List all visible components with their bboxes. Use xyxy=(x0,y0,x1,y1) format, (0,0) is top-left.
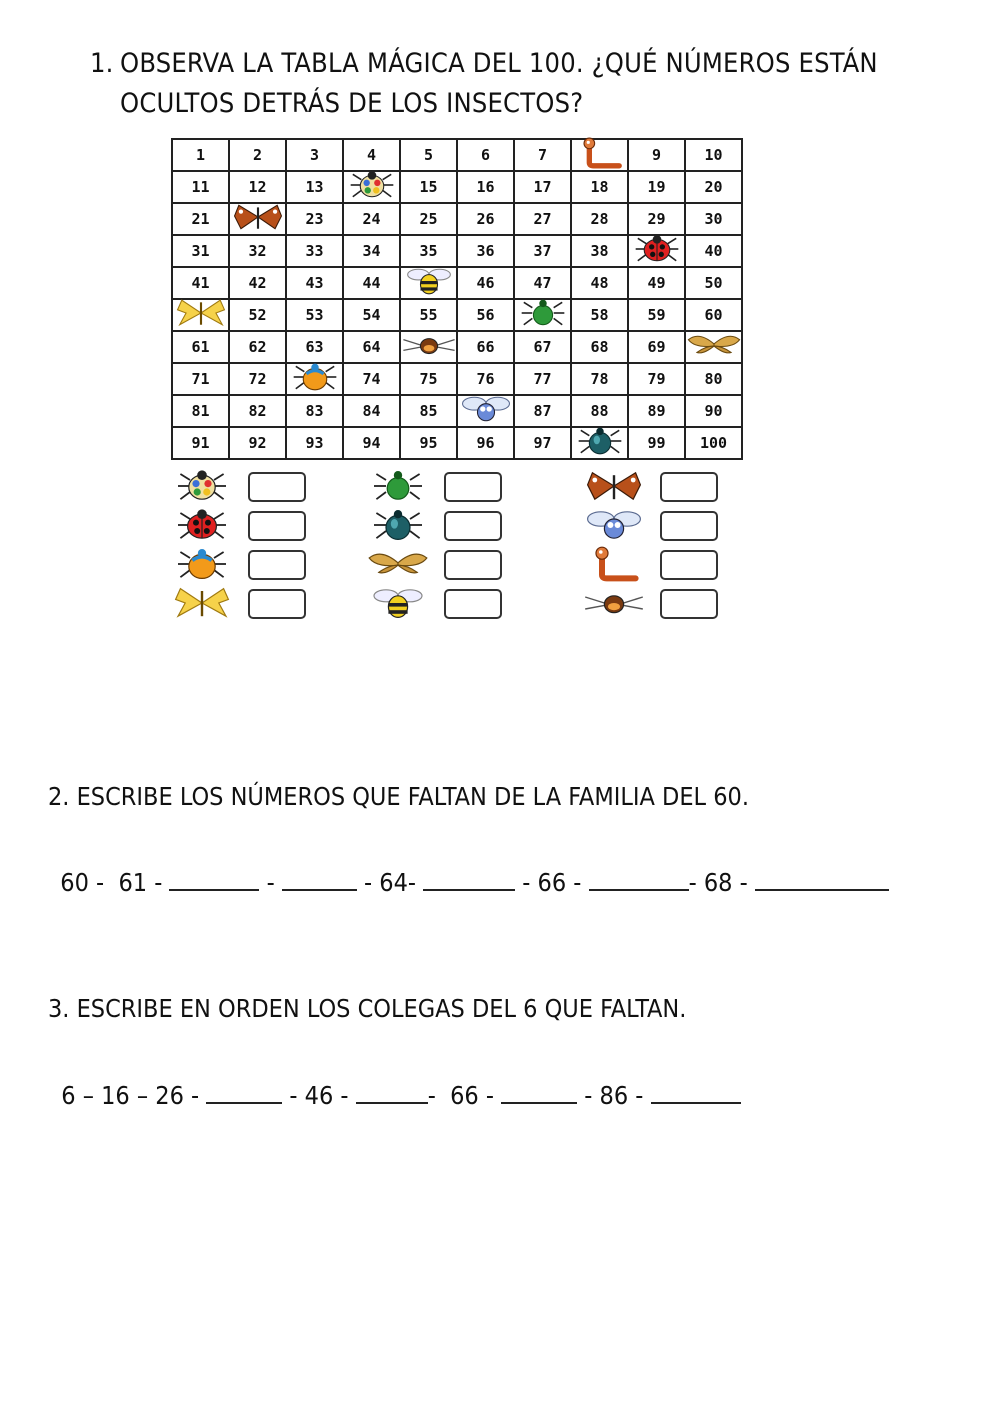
grid-cell: 30 xyxy=(685,203,742,235)
question-1-line-1: OBSERVA LA TABLA MÁGICA DEL 100. ¿QUÉ NÚMEROS ESTÁN xyxy=(120,48,878,79)
grid-cell: 50 xyxy=(685,267,742,299)
moth-icon xyxy=(684,329,744,365)
q3-part: - 46 - xyxy=(282,1081,356,1110)
grid-cell: 16 xyxy=(457,171,514,203)
worm-icon xyxy=(578,546,650,582)
question-2-sequence xyxy=(46,832,889,900)
fly-icon xyxy=(456,393,516,429)
butterfly-yellow-icon xyxy=(166,585,238,621)
answer-box[interactable] xyxy=(660,511,718,541)
grid-cell: 88 xyxy=(571,395,628,427)
bee-icon xyxy=(362,585,434,621)
grid-cell: 35 xyxy=(400,235,457,267)
grid-cell: 63 xyxy=(286,331,343,363)
answer-blank[interactable] xyxy=(282,867,357,891)
answer-blank[interactable] xyxy=(755,867,889,891)
grid-cell: 60 xyxy=(685,299,742,331)
hidden-number-cell xyxy=(229,203,286,235)
answer-box[interactable] xyxy=(660,589,718,619)
grid-cell: 47 xyxy=(514,267,571,299)
moth-icon xyxy=(362,546,434,582)
grid-row xyxy=(172,299,742,331)
grid-cell: 66 xyxy=(457,331,514,363)
hidden-number-cell xyxy=(286,363,343,395)
bee-icon xyxy=(399,265,459,301)
key-row xyxy=(166,585,746,621)
grid-row xyxy=(172,235,742,267)
grid-cell: 1 xyxy=(172,139,229,171)
grid-cell: 84 xyxy=(343,395,400,427)
answer-box[interactable] xyxy=(660,550,718,580)
grid-cell: 44 xyxy=(343,267,400,299)
grid-cell: 94 xyxy=(343,427,400,459)
answer-box[interactable] xyxy=(248,550,306,580)
question-3-title: 3. ESCRIBE EN ORDEN LOS COLEGAS DEL 6 QUE FALTAN. xyxy=(48,994,687,1023)
grid-cell: 33 xyxy=(286,235,343,267)
answer-blank[interactable] xyxy=(169,867,259,891)
grid-cell: 78 xyxy=(571,363,628,395)
answer-box[interactable] xyxy=(248,472,306,502)
hidden-number-cell xyxy=(457,395,514,427)
grid-cell: 31 xyxy=(172,235,229,267)
answer-box[interactable] xyxy=(444,472,502,502)
grid-row xyxy=(172,331,742,363)
grid-cell: 26 xyxy=(457,203,514,235)
grid-cell: 49 xyxy=(628,267,685,299)
grid-cell: 59 xyxy=(628,299,685,331)
grid-cell: 83 xyxy=(286,395,343,427)
answer-blank[interactable] xyxy=(651,1080,741,1104)
grid-cell: 85 xyxy=(400,395,457,427)
orange-beetle-icon xyxy=(285,361,345,397)
worm-icon xyxy=(570,137,630,173)
grid-cell: 91 xyxy=(172,427,229,459)
answer-box[interactable] xyxy=(248,589,306,619)
ladybug-red-icon xyxy=(166,507,238,543)
key-row xyxy=(166,507,746,543)
grid-cell: 4 xyxy=(343,139,400,171)
grid-cell: 100 xyxy=(685,427,742,459)
grid-cell: 96 xyxy=(457,427,514,459)
q2-part: - xyxy=(259,868,282,897)
grid-cell: 6 xyxy=(457,139,514,171)
green-beetle-icon xyxy=(513,297,573,333)
answer-box[interactable] xyxy=(444,550,502,580)
grid-cell: 90 xyxy=(685,395,742,427)
grid-row xyxy=(172,427,742,459)
grid-cell: 29 xyxy=(628,203,685,235)
teal-beetle-icon xyxy=(570,425,630,461)
q2-part: - 66 - xyxy=(515,868,589,897)
grid-row xyxy=(172,139,742,171)
grid-cell: 99 xyxy=(628,427,685,459)
grid-row xyxy=(172,363,742,395)
grid-cell: 80 xyxy=(685,363,742,395)
grid-cell: 75 xyxy=(400,363,457,395)
grid-cell: 64 xyxy=(343,331,400,363)
grid-cell: 18 xyxy=(571,171,628,203)
q3-part: - 66 - xyxy=(427,1081,502,1110)
grid-cell: 36 xyxy=(457,235,514,267)
grid-cell: 3 xyxy=(286,139,343,171)
grid-cell: 28 xyxy=(571,203,628,235)
answer-box[interactable] xyxy=(248,511,306,541)
grid-cell: 20 xyxy=(685,171,742,203)
grid-cell: 52 xyxy=(229,299,286,331)
butterfly-yellow-icon xyxy=(171,297,231,333)
answer-blank[interactable] xyxy=(356,1080,428,1104)
question-1-number: 1. xyxy=(90,48,114,79)
grid-cell: 68 xyxy=(571,331,628,363)
grid-cell: 41 xyxy=(172,267,229,299)
grid-cell: 37 xyxy=(514,235,571,267)
hidden-number-cell xyxy=(400,267,457,299)
grid-cell: 67 xyxy=(514,331,571,363)
grid-cell: 55 xyxy=(400,299,457,331)
hundred-table xyxy=(171,138,743,460)
answer-blank[interactable] xyxy=(206,1080,282,1104)
q2-part: 60 - 61 - xyxy=(60,868,170,897)
hidden-number-cell xyxy=(400,331,457,363)
q3-part: - 86 - xyxy=(577,1081,651,1110)
grid-row xyxy=(172,267,742,299)
grid-row xyxy=(172,171,742,203)
key-row xyxy=(166,468,746,504)
q2-part: - 68 - xyxy=(688,868,755,897)
hidden-number-cell xyxy=(514,299,571,331)
teal-beetle-icon xyxy=(362,507,434,543)
answer-blank[interactable] xyxy=(589,867,689,891)
grid-cell: 93 xyxy=(286,427,343,459)
grid-cell: 53 xyxy=(286,299,343,331)
grid-cell: 95 xyxy=(400,427,457,459)
grid-cell: 62 xyxy=(229,331,286,363)
ladybug-blue-icon xyxy=(166,468,238,504)
grid-cell: 54 xyxy=(343,299,400,331)
grid-cell: 24 xyxy=(343,203,400,235)
ladybug-blue-icon xyxy=(342,169,402,205)
grid-row xyxy=(172,203,742,235)
grid-cell: 27 xyxy=(514,203,571,235)
butterfly-brown-icon xyxy=(228,201,288,237)
grid-cell: 58 xyxy=(571,299,628,331)
grid-cell: 15 xyxy=(400,171,457,203)
hidden-number-cell xyxy=(571,427,628,459)
question-1 xyxy=(90,44,920,124)
grid-cell: 46 xyxy=(457,267,514,299)
grid-cell: 32 xyxy=(229,235,286,267)
grid-cell: 76 xyxy=(457,363,514,395)
hidden-number-cell xyxy=(343,171,400,203)
spider-icon xyxy=(399,329,459,365)
grid-cell: 69 xyxy=(628,331,685,363)
grid-cell: 71 xyxy=(172,363,229,395)
grid-cell: 13 xyxy=(286,171,343,203)
hidden-number-cell xyxy=(172,299,229,331)
grid-cell: 38 xyxy=(571,235,628,267)
fly-icon xyxy=(578,507,650,543)
key-row xyxy=(166,546,746,582)
orange-beetle-icon xyxy=(166,546,238,582)
grid-cell: 10 xyxy=(685,139,742,171)
grid-cell: 79 xyxy=(628,363,685,395)
answer-box[interactable] xyxy=(660,472,718,502)
grid-cell: 77 xyxy=(514,363,571,395)
grid-cell: 42 xyxy=(229,267,286,299)
ladybug-red-icon xyxy=(627,233,687,269)
grid-cell: 17 xyxy=(514,171,571,203)
grid-cell: 81 xyxy=(172,395,229,427)
grid-cell: 82 xyxy=(229,395,286,427)
grid-cell: 34 xyxy=(343,235,400,267)
answer-blank[interactable] xyxy=(423,867,515,891)
answer-box[interactable] xyxy=(444,589,502,619)
grid-cell: 74 xyxy=(343,363,400,395)
grid-cell: 21 xyxy=(172,203,229,235)
grid-cell: 11 xyxy=(172,171,229,203)
grid-cell: 2 xyxy=(229,139,286,171)
grid-cell: 61 xyxy=(172,331,229,363)
hidden-number-cell xyxy=(571,139,628,171)
question-1-line-2: OCULTOS DETRÁS DE LOS INSECTOS? xyxy=(120,88,584,119)
answer-box[interactable] xyxy=(444,511,502,541)
grid-cell: 43 xyxy=(286,267,343,299)
spider-icon xyxy=(578,585,650,621)
grid-cell: 92 xyxy=(229,427,286,459)
butterfly-brown-icon xyxy=(578,468,650,504)
grid-cell: 97 xyxy=(514,427,571,459)
question-2-title: 2. ESCRIBE LOS NÚMEROS QUE FALTAN DE LA FAMILIA DEL 60. xyxy=(48,782,749,811)
green-beetle-icon xyxy=(362,468,434,504)
grid-cell: 12 xyxy=(229,171,286,203)
grid-cell: 19 xyxy=(628,171,685,203)
grid-row xyxy=(172,395,742,427)
grid-cell: 48 xyxy=(571,267,628,299)
grid-cell: 5 xyxy=(400,139,457,171)
grid-cell: 56 xyxy=(457,299,514,331)
grid-cell: 7 xyxy=(514,139,571,171)
answer-blank[interactable] xyxy=(501,1080,577,1104)
grid-cell: 89 xyxy=(628,395,685,427)
grid-cell: 87 xyxy=(514,395,571,427)
grid-cell: 23 xyxy=(286,203,343,235)
hidden-number-cell xyxy=(628,235,685,267)
grid-cell: 72 xyxy=(229,363,286,395)
grid-cell: 40 xyxy=(685,235,742,267)
q3-part: 6 – 16 – 26 - xyxy=(61,1081,207,1110)
question-3-sequence xyxy=(47,1045,741,1113)
insect-answer-key xyxy=(166,468,746,624)
q2-part: - 64- xyxy=(356,868,424,897)
hidden-number-cell xyxy=(685,331,742,363)
grid-cell: 25 xyxy=(400,203,457,235)
grid-cell: 9 xyxy=(628,139,685,171)
